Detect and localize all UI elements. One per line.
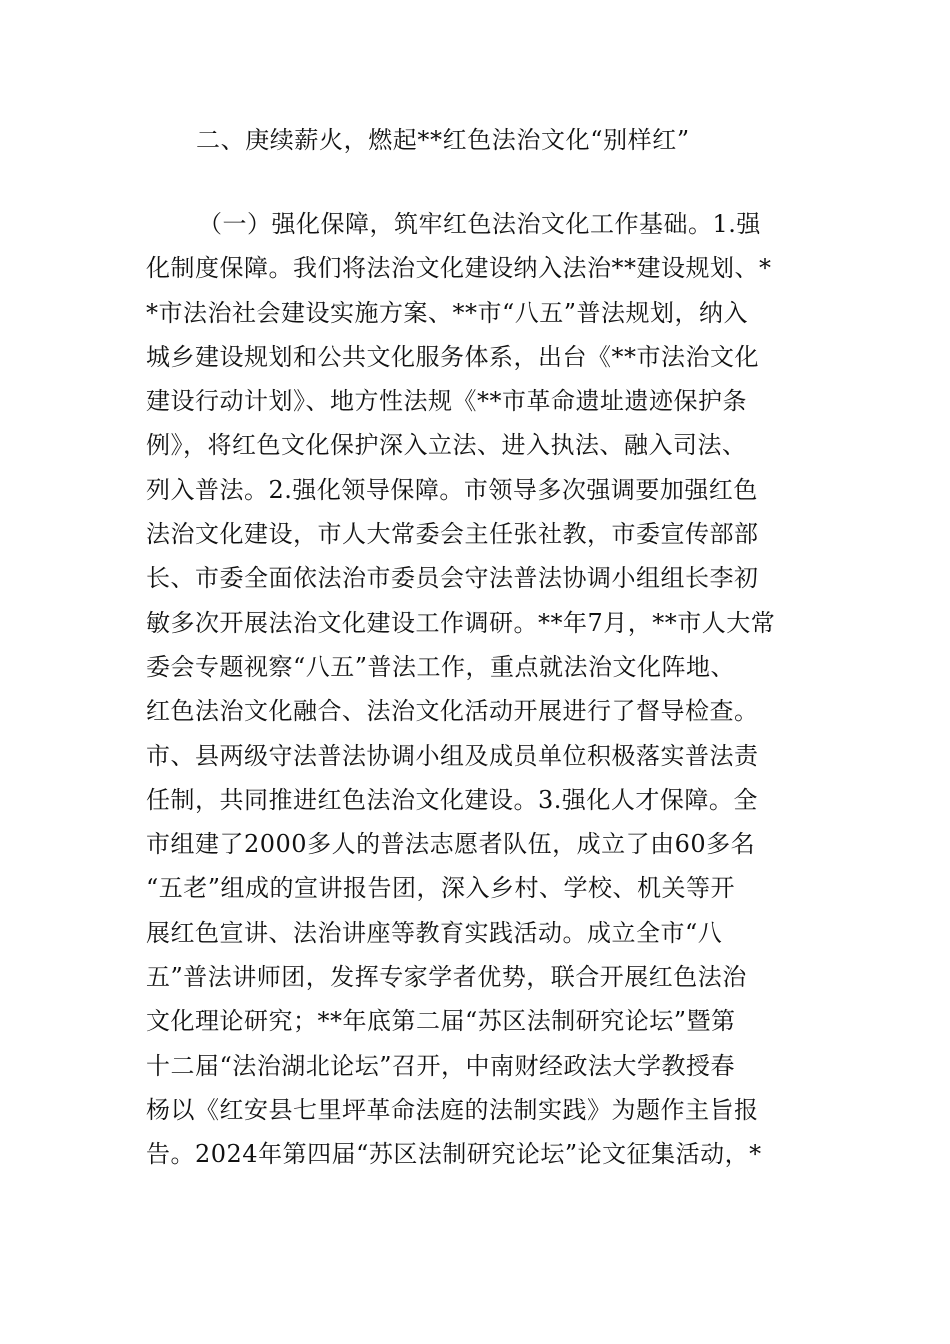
paragraph-line: 委会专题视察“八五”普法工作，重点就法治文化阵地、: [146, 652, 736, 681]
paragraph-line: 化制度保障。我们将法治文化建设纳入法治**建设规划、*: [146, 254, 772, 283]
paragraph-line: 例》，将红色文化保护深入立法、进入执法、融入司法、: [146, 431, 747, 460]
paragraph-line: “五老”组成的宣讲报告团，深入乡村、学校、机关等开: [146, 874, 736, 903]
paragraph-line: 杨以《红安县七里坪革命法庭的法制实践》为题作主旨报: [146, 1095, 759, 1124]
paragraph-line: 市组建了2000多人的普法志愿者队伍，成立了由60多名: [146, 830, 756, 859]
paragraph-line: 文化理论研究；**年底第二届“苏区法制研究论坛”暨第: [146, 1007, 736, 1036]
paragraph-line: 城乡建设规划和公共文化服务体系，出台《**市法治文化: [146, 342, 759, 371]
paragraph-line: 建设行动计划》、地方性法规《**市革命遗址遗迹保护条: [146, 387, 747, 416]
paragraph-line: 十二届“法治湖北论坛”召开，中南财经政法大学教授春: [146, 1051, 736, 1080]
paragraph-line: （一）强化保障，筑牢红色法治文化工作基础。1.强: [198, 210, 761, 238]
paragraph-line: 法治文化建设，市人大常委会主任张社教，市委宣传部部: [146, 520, 759, 549]
paragraph-line: 告。2024年第四届“苏区法制研究论坛”论文征集活动，*: [146, 1140, 762, 1169]
paragraph-line: 五”普法讲师团，发挥专家学者优势，联合开展红色法治: [146, 963, 747, 992]
paragraph-line: 市、县两级守法普法协调小组及成员单位积极落实普法责: [146, 741, 759, 770]
paragraph-line: 任制，共同推进红色法治文化建设。3.强化人才保障。全: [146, 785, 758, 814]
paragraph-line: 红色法治文化融合、法治文化活动开展进行了督导检查。: [146, 697, 759, 726]
paragraph-line: *市法治社会建设实施方案、**市“八五”普法规划，纳入: [146, 298, 749, 327]
paragraph-line: 长、市委全面依法治市委员会守法普法协调小组组长李初: [146, 564, 759, 593]
section-heading: 二、庚续薪火，燃起**红色法治文化“别样红”: [196, 126, 690, 154]
body-paragraph: [146, 202, 816, 1177]
paragraph-line: 列入普法。2.强化领导保障。市领导多次强调要加强红色: [146, 475, 758, 504]
paragraph-line: 敏多次开展法治文化建设工作调研。**年7月，**市人大常: [146, 608, 776, 637]
paragraph-line: 展红色宣讲、法治讲座等教育实践活动。成立全市“八: [146, 918, 723, 947]
